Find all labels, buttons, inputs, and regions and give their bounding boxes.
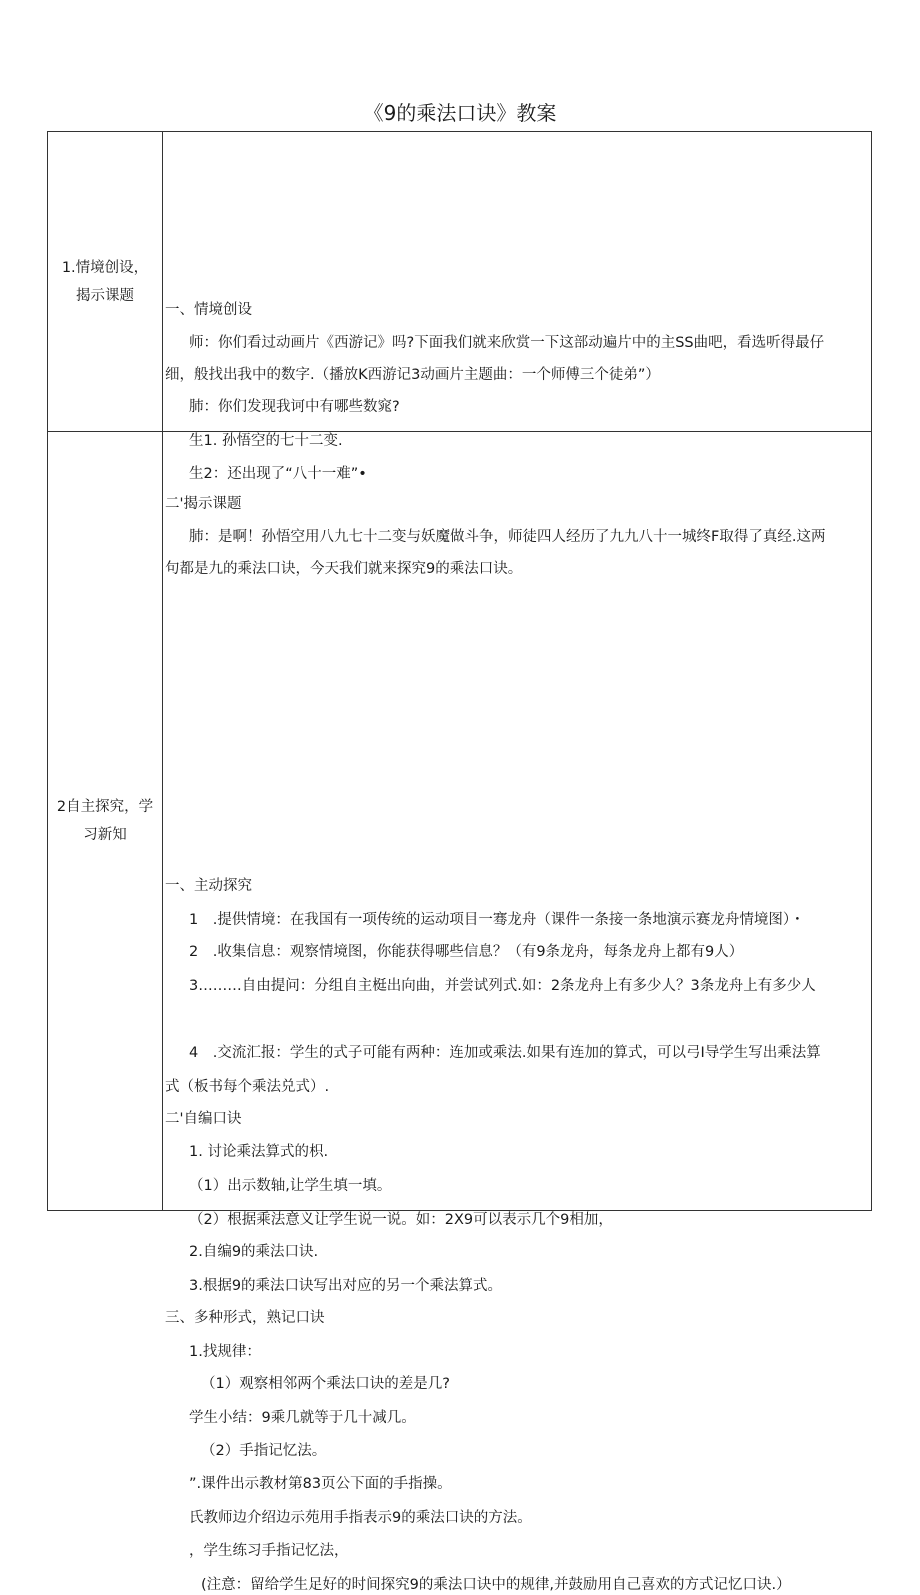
text-line: 师：你们看过动画片《西游记》吗?下面我们就来欣赏一下这部动遍片中的主SS曲吧，看选听得最仔 [189,334,825,351]
text-line: 2.自编9的乘法口诀. [189,1244,319,1260]
text-line: （2）根据乘法意义让学生说一说。如：2X9可以表示几个9相加， [189,1212,613,1228]
heading-line: 一、主动探究 [165,878,252,894]
text-line: 1 .提供情境：在我国有一项传统的运动项目一骞龙舟（课件一条接一条地演示赛龙舟情境图）・ [189,912,805,928]
heading-line: 二'自编口诀 [165,1111,242,1127]
text-line: (注意：留给学生足好的时间探究9的乘法口诀中的规律,并鼓励用自己喜欢的方式记忆口诀.） [201,1577,791,1593]
text-line: 1.找规律： [189,1344,261,1360]
section-label-line: 1.情境创设， [61,259,149,276]
text-line: 3.根据9的乘法口诀写出对应的另一个乘法算式。 [189,1278,503,1294]
text-line: （2）手指记忆法。 [201,1443,327,1459]
text-line: 细，般找出我中的数字.（播放K西游记3动画片主题曲：一个师傅三个徒弟”） [165,366,660,383]
section-content [163,132,872,577]
text-line: （1）出示数轴,让学生填一填。 [189,1178,392,1194]
text-line: 氏教师边介绍边示苑用手指表示9的乘法口诀的方法。 [189,1510,532,1526]
section-content [163,432,872,1593]
document-title: 《9的乘法口诀》教案 [363,101,557,125]
text-line: 式（板书每个乘法兑式）. [165,1079,330,1095]
text-line: 生1. 孙悟空的七十二变. [189,432,343,449]
text-line: 4 .交流汇报：学生的式子可能有两种：连加或乘法.如果有连加的算式，可以弓I导学生写出乘法算 [189,1045,821,1061]
text-line: 2 .收集信息：观察情境图，你能获得哪些信息？（有9条龙舟，每条龙舟上都有9人） [189,944,744,960]
lesson-plan-table [47,131,872,1593]
text-line: 句都是九的乘法口诀，今天我们就来探究9的乘法口诀。 [165,560,523,577]
text-line: ”.课件出示教材第83页公下面的手指操。 [189,1476,452,1492]
heading-line: 一、情境创设 [165,301,252,318]
text-line: 肺：是啊！孙悟空用八九七十二变与妖魔做斗争，师徒四人经历了九九八十一城终F取得了真经.这两 [189,528,826,545]
section-label-line: 揭示课题 [76,287,134,304]
table-row [48,432,872,1211]
section-label [48,432,163,1211]
text-line: ，学生练习手指记忆法， [189,1543,349,1559]
heading-line: 三、多种形式，熟记口诀 [165,1310,325,1326]
text-line: 生2：还出现了“八十一难”• [189,465,367,482]
section-label [48,132,163,432]
text-line: 肺：你们发现我诃中有哪些数窕? [189,398,400,415]
text-line: 3………自由提问：分组自主梃出向曲，并尝试列式.如：2条龙舟上有多少人？3条龙舟上有多少人 [189,978,816,994]
text-line: 1. 讨论乘法算式的枳. [189,1144,329,1160]
text-line: （1）观察相邻两个乘法口诀的差是几? [201,1376,450,1392]
text-line: 学生小结：9乘几就等于几十减几。 [189,1410,416,1426]
heading-line: 二'揭示课题 [165,495,242,512]
section-label-line: 习新知 [83,827,127,843]
section-label-line: 2自主探究，学 [56,799,154,815]
table-row [48,132,872,432]
